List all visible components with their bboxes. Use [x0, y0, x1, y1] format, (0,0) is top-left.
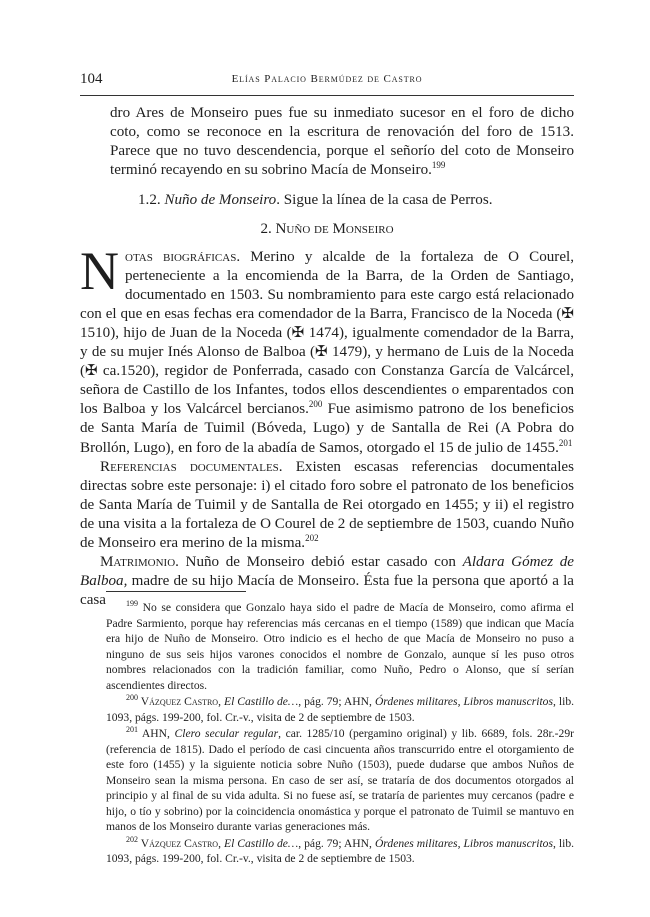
footnote-author: Vázquez Castro	[138, 836, 219, 850]
page-header	[80, 71, 574, 91]
paragraph-lead: Matrimonio	[100, 554, 176, 571]
footnote-text: , lib. 1093, págs. 199-200, fol. Cr.-v., visita de 2 de septiembre de 1503.	[106, 836, 575, 865]
footnote-text: , pág. 79; AHN,	[298, 836, 375, 850]
footnote-ref: 199	[431, 160, 446, 171]
footnote-text: AHN,	[138, 727, 175, 740]
paragraph-text: Fue asimismo patrono de los beneficios de Santa María de Tuimil (Bóveda, Lugo) y de Santalla de Rei (A Pobra do Brollón, Lugo), en foro de la abadía de Samos, otorgado el 15 de julio de 1455.	[80, 401, 574, 456]
footnotes	[106, 600, 574, 868]
footnote-ref: 200	[308, 399, 323, 410]
paragraph-lead: otas biográficas	[125, 248, 237, 265]
running-title: Elías Palacio Bermúdez de Castro	[231, 73, 423, 85]
footnote-author: Vázquez Castro	[138, 695, 219, 708]
subsection-name: Nuño de Monseiro	[164, 192, 277, 209]
footnote-200	[106, 694, 574, 725]
footnote-title: Órdenes militares, Libros manuscritos	[374, 836, 553, 850]
footnote-title: Clero secular regular	[174, 727, 279, 740]
drop-cap: N	[80, 240, 119, 301]
footnote-text: , car. 1285/10 (pergamino original) y lib. 6689, fols. 28r.-29r (referencia de 1815). Dado el período de casi cincuenta años transcurrido entre el otorgamiento de este foro (1455) y la siguiente noticia sobre Nuño (1503), puede dudarse que ambos Nuños de Monseiro sean la misma persona. En caso de ser así, se trataría de dos documentos otorgados al principio y al final de su vida adulta. Si no fuese así, se trataría de parientes muy cercanos (padre e hijo, o tío y sobrino) por la coincidencia onomástica y porque el patronato de Tuimil se mantuvo en manos de los Monseiro durante varias generaciones más.	[106, 727, 574, 833]
paragraph-text: dro Ares de Monseiro pues fue su inmediato sucesor en el foro de dicho coto, como se reconoce en la escritura de renovación del foro de 1513. Parece que no tuvo descendencia, porque el señorío del coto de Monseiro terminó recayendo en su sobrino Macía de Monseiro.	[110, 105, 574, 179]
paragraph-text: madre de su hijo Macía de Monseiro. Ésta fue la persona que aportó a la casa	[80, 573, 574, 609]
footnote-number: 200	[126, 693, 138, 703]
footnote-text: , pág. 79; AHN,	[298, 695, 375, 708]
page-number: 104	[80, 71, 103, 87]
paragraph-text: . Nuño de Monseiro debió estar casado con	[175, 554, 463, 571]
footnote-text: ,	[218, 836, 224, 850]
paragraph-text: . Merino y alcalde de la fortaleza de O Courel, perteneciente a la encomienda de la Barra, de la Orden de Santiago, documentado en 1503. Su nombramiento para este cargo está relacionado con el que en esas fechas era comendador de la Barra, Francisco de la Noceda (✠ 1510), hijo de Juan de la Noceda (✠ 1474), igualmente comendador de la Barra, y de su mujer Inés Alonso de Balboa (✠ 1479), y hermano de Luis de la Noceda (✠ ca.1520), regidor de Ponferrada, casado con Constanza García de Valcárcel, señora de Castillo de los Infantes, todos ellos descendientes o emparentados con los Balboa y los Valcárcel bercianos.	[80, 248, 575, 418]
footnote-ref: 201	[558, 437, 573, 448]
paragraph-italic: Aldara Gómez de Balboa,	[80, 554, 574, 590]
footnote-text: ,	[218, 695, 224, 708]
subsection-number: 1.2.	[138, 192, 165, 209]
subsection-text: . Sigue la línea de la casa de Perros.	[276, 192, 493, 209]
footnote-text: , lib. 1093, págs. 199-200, fol. Cr.-v., visita de 2 de septiembre de 1503.	[106, 695, 575, 724]
paragraph-continued	[80, 104, 574, 180]
footnote-199	[106, 600, 574, 693]
footnote-rule	[106, 591, 246, 592]
paragraph-lead: Referencias documentales	[100, 458, 279, 475]
paragraph-notas	[80, 240, 575, 458]
main-text	[80, 104, 574, 610]
footnote-202	[106, 836, 574, 867]
subsection-line	[80, 191, 574, 210]
section-title: 2. Nuño de Monseiro	[260, 221, 394, 238]
footnote-title: Órdenes militares, Libros manuscritos	[374, 695, 553, 708]
footnote-title: El Castillo de…	[223, 695, 299, 708]
footnote-number: 202	[126, 834, 138, 844]
header-rule	[80, 95, 574, 96]
footnote-ref: 202	[305, 532, 319, 543]
footnote-201	[106, 726, 574, 835]
footnote-number: 201	[126, 725, 138, 735]
footnote-title: El Castillo de…	[223, 836, 299, 850]
footnote-number: 199	[126, 599, 138, 609]
paragraph-referencias	[80, 458, 574, 553]
footnote-text: No se considera que Gonzalo haya sido el padre de Macía de Monseiro, como afirma el Padre Sarmiento, porque hay referencias más cercanas en el tiempo (1589) que indican que Macía era hijo de Nuño de Monseiro. Otro indicio es el hecho de que Macía de Monseiro no puso a ninguno de sus seis hijos varones conocidos el nombre de Gonzalo, aunque sí les puso otros nombres relacionados con la tradición familiar, como Nuño, Pedro o Alonso, que sí serían ascendientes directos.	[106, 601, 574, 692]
paragraph-text: . Existen escasas referencias documentales directas sobre este personaje: i) el citado foro sobre el patronato de los beneficios de Santa María de Tuimil y de Santalla de Rei otorgado en 1455; y ii) el registro de una visita a la fortaleza de O Courel de 2 de septiembre de 1503, cuando Nuño de Monseiro era merino de la misma.	[80, 458, 574, 551]
